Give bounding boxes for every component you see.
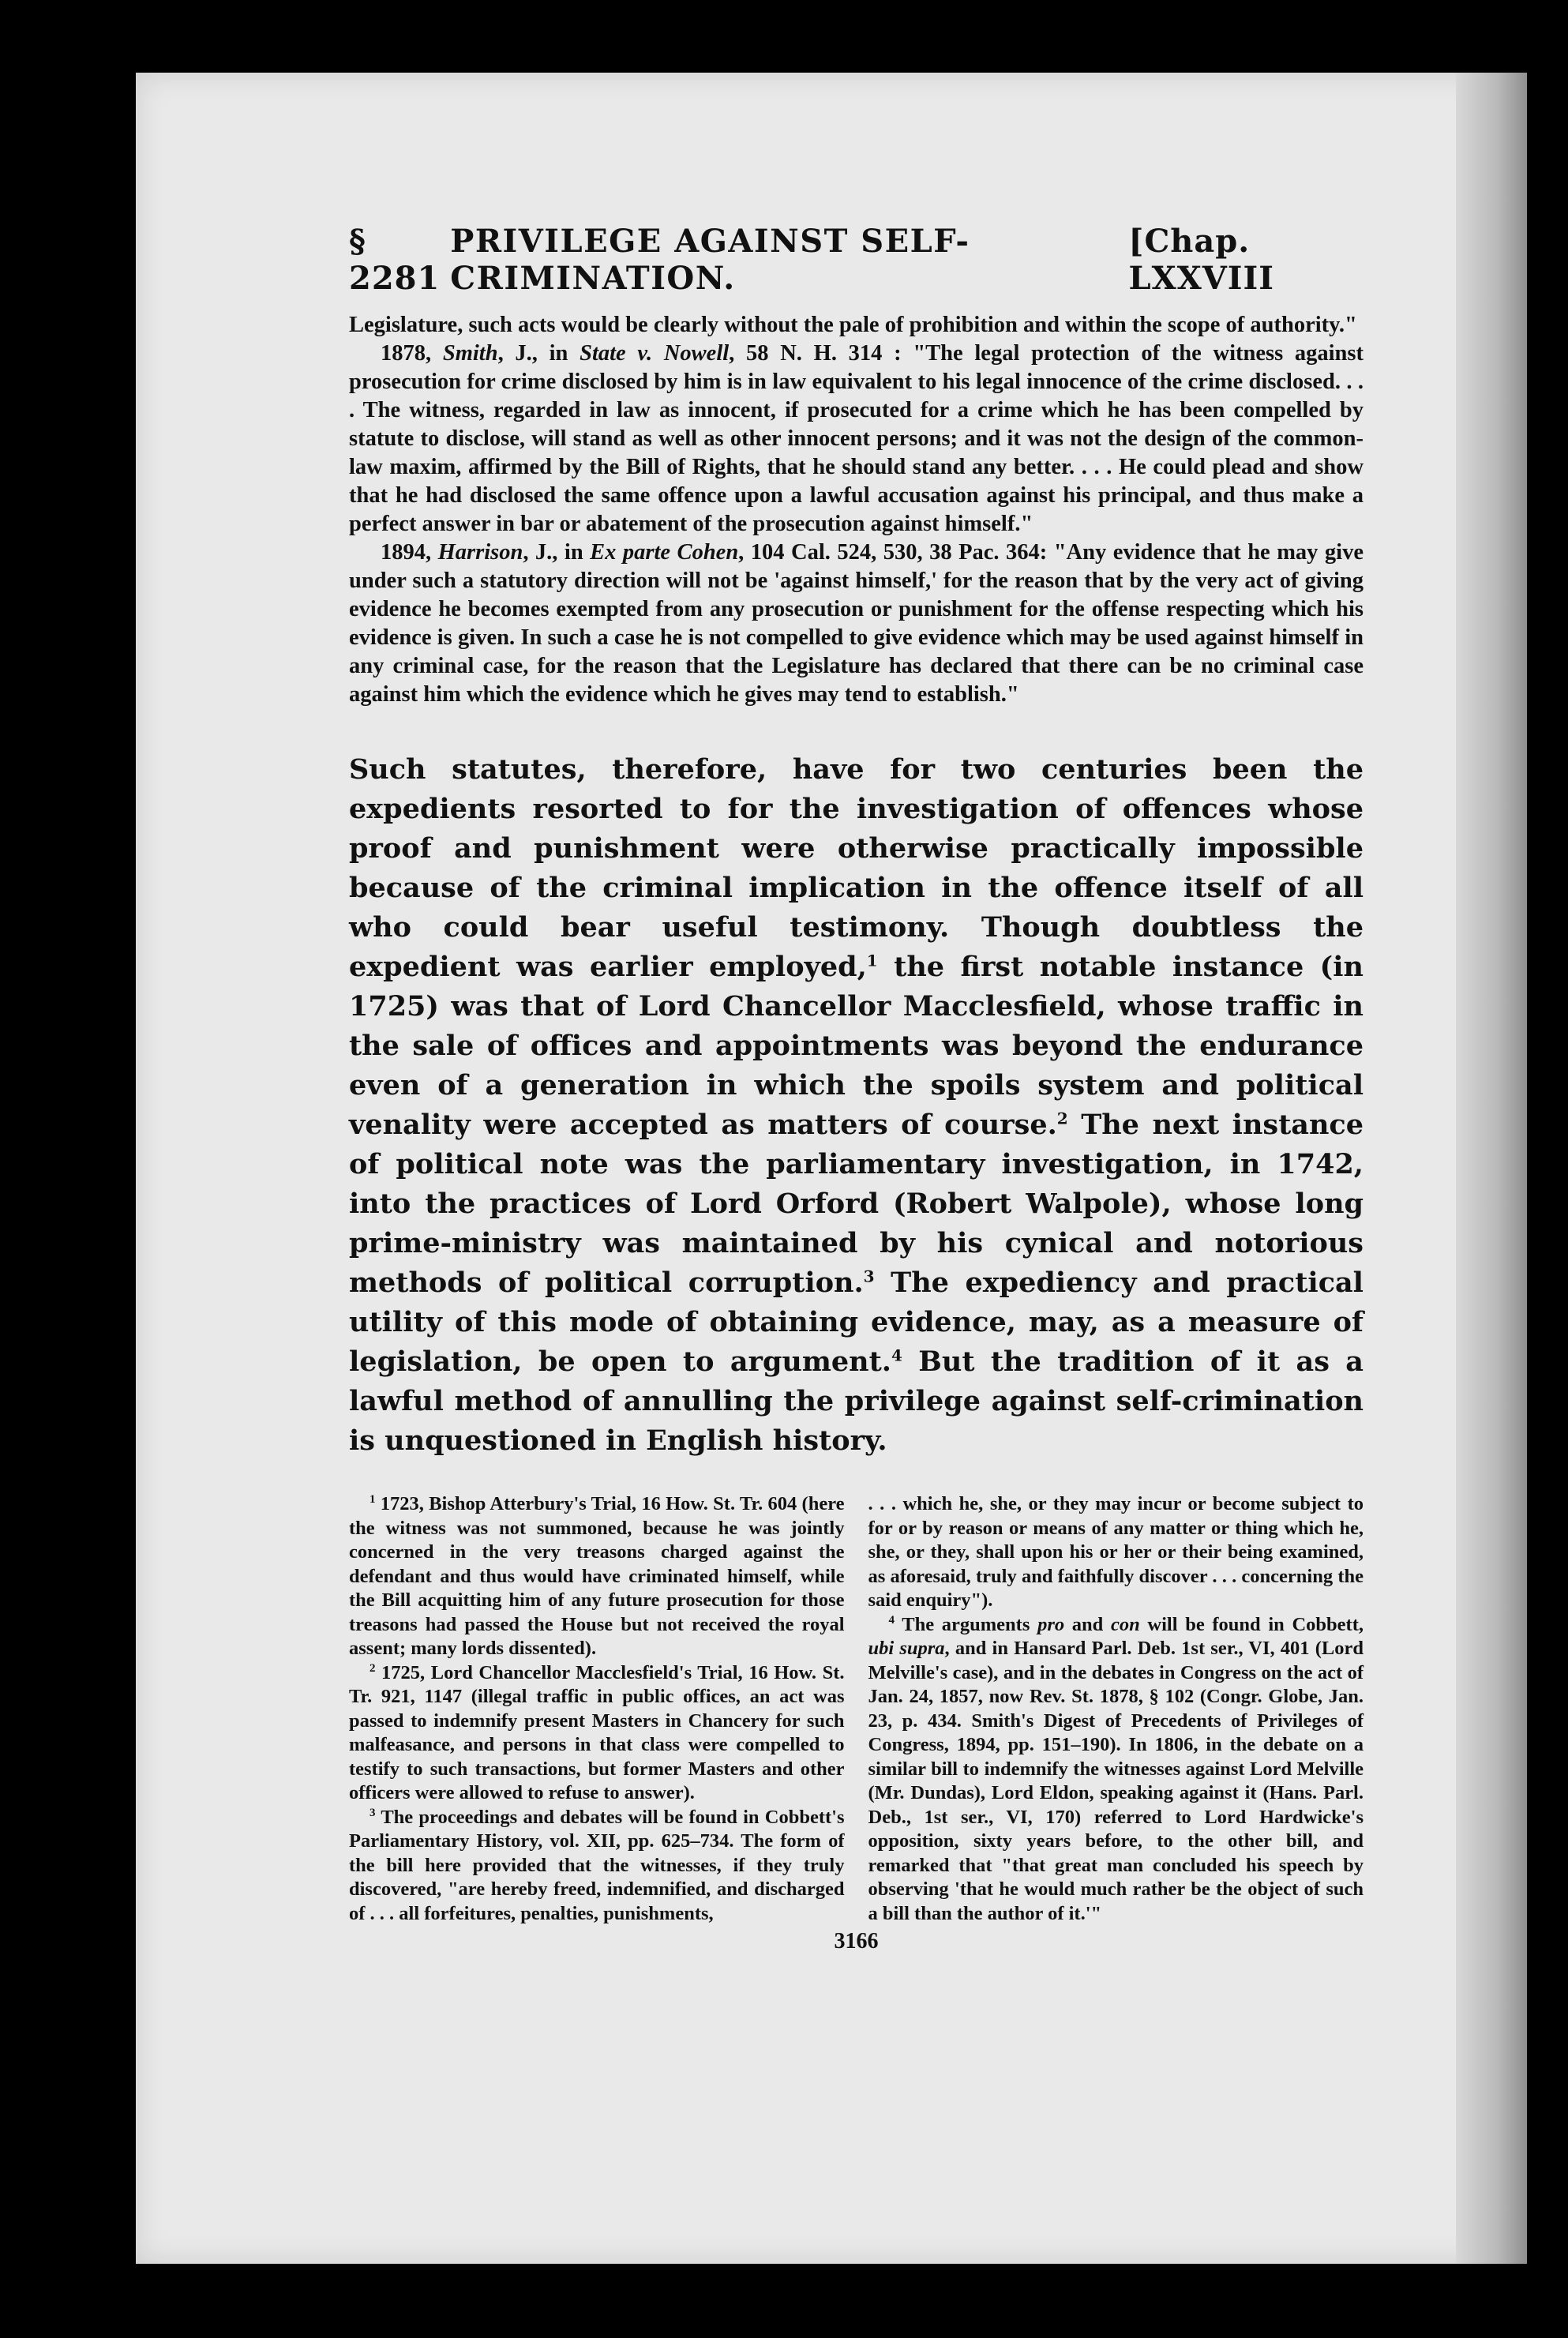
case-name: Ex parte Cohen [590, 540, 739, 565]
footnote-italic: con [1110, 1613, 1140, 1635]
footnote-ref: 2 [1056, 1109, 1068, 1128]
quote-text: , J., in [497, 341, 568, 366]
body-text: the first notable instance (in 1725) was that of Lord Chancellor Macclesfield, whose traffic in the sale of offices and appointments was beyond the endurance even of a generation in which the spoils system and political venality were accepted as matters of course. [349, 951, 1364, 1141]
quoted-authorities [349, 311, 1364, 709]
page-content [349, 223, 1364, 1954]
judge-name: Harrison [437, 540, 523, 565]
footnote-3-continued: . . . which he, she, or they may incur or become subject to for or by reason or means of any matter or thing which he, she, or they, shall upon his or her or their being examined, as aforesaid, truly and faithfully discover . . . concerning the said enquiry"). [868, 1493, 1364, 1611]
running-title: PRIVILEGE AGAINST SELF-CRIMINATION. [450, 223, 970, 297]
footnote-4 [868, 1613, 1364, 1927]
quote-text: , J., in [523, 540, 583, 565]
footnote-1 [349, 1492, 845, 1661]
footnote-text: The proceedings and debates will be found in Cobbett's Parliamentary History, vol. XII, pp. 625–734. The form of the bill here provided that the witnesses, if they truly discovered, "are hereby freed, indemnified, and discharged of . . . all forfeitures, penalties, punishments, [349, 1806, 845, 1924]
quote-paragraph [349, 340, 1364, 539]
footnote-italic: ubi supra [868, 1638, 945, 1659]
footnote-text: and [1064, 1613, 1111, 1635]
section-number: § 2281 [349, 223, 441, 297]
scanned-page [136, 73, 1527, 2264]
body-text: The next instance of political note was the parliamentary investigation, in 1742, into the practices of Lord Orford (Robert Walpole), whose long prime-ministry was maintained by his cynical and notorious methods of political corruption. [349, 1109, 1364, 1299]
footnote-text: The arguments [895, 1613, 1038, 1635]
footnote-ref: 1 [866, 951, 878, 970]
footnote-number: 2 [369, 1661, 376, 1675]
body-text: The expediency and practical utility of this mode of obtaining evidence, may, as a measure of legislation, be open to argument. [349, 1267, 1364, 1378]
footnote-ref: 3 [863, 1267, 875, 1286]
body-text: But the tradition of it as a lawful method of annulling the privilege against self-crimination is unquestioned in English history. [349, 1345, 1364, 1457]
page-edge-shadow [1456, 73, 1527, 2264]
footnote-column-right [868, 1492, 1364, 1926]
footnote-text: 1723, Bishop Atterbury's Trial, 16 How. St. Tr. 604 (here the witness was not summoned, because he was jointly concerned in the very treasons charged against the defendant and thus would have criminated himself, while the Bill acquitting him of any future prosecution for those treasons had passed the House but not received the royal assent; many lords dissented). [349, 1493, 845, 1659]
footnote-text: 1725, Lord Chancellor Macclesfield's Trial, 16 How. St. Tr. 921, 1147 (illegal traffic in public offices, an act was passed to indemnify present Masters in Chancery for such malfeasance, and persons in that class were compelled to testify to such transactions, but former Masters and other officers were allowed to refuse to answer). [349, 1661, 845, 1803]
body-text: Such statutes, therefore, have for two centuries been the expedients resorted to for the investigation of offences whose proof and punishment were otherwise practically impossible because of the criminal implication in the offence itself of all who could bear useful testimony. Though doubtless the expedient was earlier employed, [349, 753, 1364, 983]
case-name: State v. Nowell [580, 341, 730, 366]
quote-text: , 58 N. H. 314 : "The legal protection of the witness against prosecution for crime disclosed by him is in law equivalent to his legal innocence of the crime disclosed. . . . The witness, regarded in law as innocent, if prosecuted for a crime which he has been compelled by statute to disclose, will stand as well as other innocent persons; and it was not the design of the common-law maxim, affirmed by the Bill of Rights, that he should stand any better. . . . He could plead and show that he had disclosed the same offence upon a lawful accusation against his principal, and thus make a perfect answer in bar or abatement of the prosecution against himself." [349, 341, 1364, 536]
footnote-text: will be found in Cobbett, [1139, 1613, 1364, 1635]
quote-year: 1878, [381, 341, 432, 366]
page-number: 3166 [834, 1929, 879, 1953]
quote-paragraph [349, 539, 1364, 709]
chapter-label: [Chap. LXXVIII [1128, 223, 1274, 297]
quote-text: , 104 Cal. 524, 530, 38 Pac. 364: "Any evidence that he may give under such a statutory direction will not be 'against himself,' for the reason that by the very act of giving evidence he becomes exempted from any prosecution or punishment for the offense respecting which his evidence is given. In such a case he is not compelled to give evidence which may be used against himself in any criminal case, for the reason that the Legislature has declared that there can be no criminal case against him which the evidence which he gives may tend to establish." [349, 540, 1364, 707]
quote-paragraph: Legislature, such acts would be clearly without the pale of prohibition and within the scope of authority." [349, 313, 1357, 337]
footnote-2 [349, 1661, 845, 1806]
judge-name: Smith [442, 341, 498, 366]
footnote-ref: 4 [891, 1345, 902, 1365]
running-header [349, 223, 1364, 297]
footnote-text: , and in Hansard Parl. Deb. 1st ser., VI, 401 (Lord Melville's case), and in the debates in Congress on the act of Jan. 24, 1857, now Rev. St. 1878, § 102 (Congr. Globe, Jan. 23, p. 434. Smith's Digest of Precedents of Privileges of Congress, 1894, pp. 151–190). In 1806, in the debate on a similar bill to indemnify the witnesses against Lord Melville (Mr. Dundas), Lord Eldon, speaking against it (Hans. Parl. Deb., 1st ser., VI, 170) referred to Lord Hardwicke's opposition, sixty years before, to the other bill, and remarked that "that great man concluded his speech by observing 'that he would much rather be the object of such a bill than the author of it.'" [868, 1638, 1364, 1924]
footnote-column-left [349, 1492, 845, 1926]
footnote-italic: pro [1037, 1613, 1065, 1635]
footnotes [349, 1492, 1364, 1926]
footnote-number: 1 [369, 1492, 376, 1506]
footnote-number: 4 [888, 1613, 895, 1627]
footnote-3 [349, 1806, 845, 1927]
main-paragraph [349, 750, 1364, 1461]
quote-year: 1894, [381, 540, 432, 565]
footnote-number: 3 [369, 1806, 376, 1819]
